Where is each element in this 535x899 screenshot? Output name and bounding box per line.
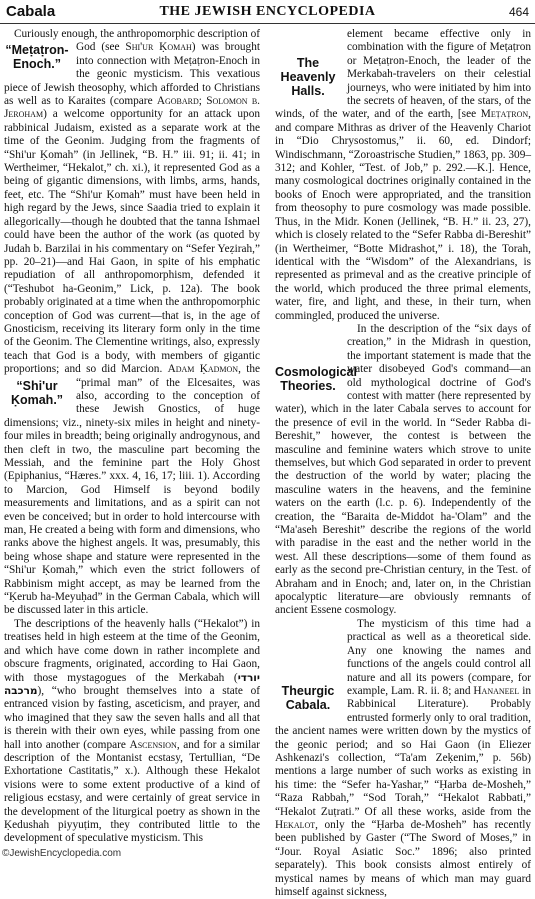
sidenote-metatron-enoch: “Meṭaṭron-Enoch.”: [5, 43, 69, 72]
cross-reference-link[interactable]: Agobard: [156, 95, 199, 108]
paragraph-theurgic: Theurgic Cabala. The mysticism of this time had a practical as well as a theoretical side. Any one knowing the names and functions of the angels could control all nature and all its powers (compare, for example, Lam. R. ii. 8; and Hananeel in Rabbinical Literature). Probably entrusted formerly only to oral tradition, the ancient names were written down by the mystics of the geonic period; and so Hai Gaon (in Eliezer Ashkenazi's collection, “Ta'am Zeḳenim,” p. 56b) mentions a large number of such works as existing in his time: the “Sefer ha-Yashar,” “Ḥarba de-Mosheh,” “Raza Rabbah,” “Sod Torah,” “Hekalot Rabbati,” “Hekalot Zuṭrati.” Of all these works, aside from the Hekalot, only the “Ḥarba de-Mosheh” has recently been published by Gaster (“The Sword of Moses,” in “Jour. Royal Asiatic Soc.” 1896; also printed separately). This book consists almost entirely of mystical names by means of which man may guard himself against sickness,: [275, 617, 531, 898]
paragraph-cosmology: Cosmological Theories. In the description of the “six days of creation,” in the Midrash in question, the important statement is made that the water disobeyed God's command—an old mythological doctrine of God's contest with matter (here represented by water), which in the later Cabala serves to account for the presence of evil in the world. In “Seder Rabba di-Bereshit,” however, the contest is between the masculine and feminine waters which strove to unite themselves, but which God separated in order to prevent the destruction of the world by water; placing the masculine waters in the heavens, and the feminine waters on the earth (l.c. p. 6). Independently of the creation, the “Baraita de-Middot ha-'Olam” and the “Ma'aseh Bereshit” describe the regions of the world with paradise in the east and the nether world in the west. All these descriptions—some of them found as early as the second pre-Christian century, in the Test. of Abraham and in Enoch; and, later on, in the Christian apocalyptic literature—are obviously remnants of ancient Essene cosmology.: [275, 322, 531, 617]
right-column: [275, 28, 531, 898]
header-topic: Cabala: [6, 3, 56, 20]
sidenote-shiur-komah: “Shi'ur Ḳomah.”: [10, 378, 64, 407]
cross-reference-link[interactable]: Ascension: [129, 738, 177, 751]
paragraph-heavenly-halls: The descriptions of the heavenly halls (“Hekalot”) in treatises held in high esteem at the time of the Geonim, and which have come down in rather incomplete and obscure fragments, originated, according to Hai Gaon, with those mystagogues of the Merkabah (יורדי מרכבה), “who brought themselves into a state of entranced vision by fasting, asceticism, and prayer, and who imagined that they saw the seven halls and all that is therein with their own eyes, while passing from one hall into another (compare Ascension, and for a similar description of the Montanist ecstasy, Tertullian, “De Exhortatione Castitatis,” x.). Although these Hekalot visions were to some extent productive of a kind of religious ecstasy, and were certainly of great service in the development of the liturgical poetry as shown in the Ḳedushah piyyuṭim, they contributed little to the development of speculative mysticism. This: [4, 617, 260, 845]
cross-reference-link[interactable]: Meṭaṭron: [480, 108, 529, 121]
copyright-footer: ©JewishEncyclopedia.com: [2, 848, 122, 859]
cross-reference-link[interactable]: Solomon b. Jeroham: [4, 95, 260, 121]
page-header: [0, 0, 535, 24]
cross-reference-link[interactable]: Adam Ḳadmon: [167, 363, 239, 376]
hebrew-text: יורדי מרכבה: [4, 671, 260, 697]
left-column: [4, 28, 260, 844]
cross-reference-link[interactable]: Hananeel: [473, 684, 520, 697]
sidenote-cosmological-theories: Cosmological Theories.: [275, 364, 357, 393]
sidenote-heavenly-halls: The Heavenly Halls.: [280, 56, 336, 98]
paragraph-shiur-komah: Curiously enough, the anthropomorphic description of God (see Shi'ur Ḳomah “Meṭaṭron-Enoch.” ) was brought into connection with Meṭaṭron-Enoch in the geonic mysticism. This vexatious piece of Jewish theosophy, which afforded to Christians as well as to Karaites (compare Agobard; Solomon b. Jeroham) a welcome opportunity for an attack upon rabbinical Judaism, existed as a separate work at the time of the Geonim. Judging from the fragments of “Shi'ur Ḳomah” (in Jellinek, “B. H.” iii. 91; ii. 41; in Wertheimer, “Hekalot,” ch. xi.), it represented God as a being of gigantic dimensions, with limbs, arms, hands, feet, etc. The “Shi'ur Ḳomah” must have been held in high regard by the Jews, since Saadia tried to explain it allegorically—though he doubted that the tanna Ishmael could have been the author of the work (as quoted by Judah b. Barzilai in his commentary on “Sefer Yeẓirah,” pp. 20–21)—and Hai Gaon, in spite of his emphatic repudiation of all anthropomorphism, defended it (“Teshubot ha-Geonim,” Lick, p. 12a). The book probably originated at a time when the anthropomorphic conception of God was current—that is, in the age of Gnosticism, receiving its literary form only in the time of the Geonim. The Clementine writings, also, expressly teach that God is a body, with members of gigantic proportions; and so did Marcion. Adam Ḳadmon “Shi'ur Ḳomah.” , the “primal man” of the Elcesaites, was also, according to the conception of these Jewish Gnostics, of huge dimensions; viz., ninety-six miles in height and ninety-four miles in breadth; being originally androgynous, and then cleft in two, the masculine part becoming the Messiah, and the feminine part the Holy Ghost (Epiphanius, “Hæres.” xxx. 4, 16, 17; liii. 1). According to Marcion, God Himself is beyond bodily measurements and limitations, and as a spirit can not even be conceived; but in order to hold intercourse with man, He created a being with form and dimensions, who ranks above the highest angels. It was, presumably, this being whose shape and stature were represented in the “Shi'ur Ḳomah,” which even the strict followers of Rabbinism might accept, as may be learned from the “Ḳerub ha-Meyuḥad” in the German Cabala, which will be discussed later in this article.: [4, 28, 260, 617]
cross-reference-link[interactable]: Shi'ur Ḳomah: [125, 41, 192, 54]
sidenote-theurgic-cabala: Theurgic Cabala.: [281, 683, 335, 712]
cross-reference-link[interactable]: Hekalot: [275, 818, 316, 831]
header-title: THE JEWISH ENCYCLOPEDIA: [159, 4, 376, 19]
header-page-number: 464: [508, 5, 529, 19]
paragraph-metatron: The Heavenly Halls. element became effective only in combination with the figure of Meṭaṭron or Meṭaṭron-Enoch, the leader of the Merkabah-travelers on their celestial journeys, who were initiated by him into the secrets of heaven, of the stars, of the winds, of the water, and of the earth, [see Meṭaṭron, and compare Mithras as driver of the Heavenly Chariot in “Dio Chrysostomus,” ii. 60, ed. Dindorf; Windischmann, “Zoroastrische Studien,” 1863, pp. 309–312; and Kohler, “Test. of Job,” p. 292.—K.]. Hence, many cosmological doctrines originally contained in the books of Enoch were appropriated, and the transition from theosophy to pure cosmology was made possible. Thus, in the Midr. Konen (Jellinek, “B. H.” ii. 23, 27), which is closely related to the “Sefer Rabba di-Bereshit” (in Wertheimer, “Botte Midrashot,” i. 18), the Torah, identical with the “Wisdom” of the Alexandrians, is represented as primeval and as the creative principle of the world, which produced the three primal elements, water, fire, and light, and these, in their turn, when commingled, produced the universe.: [275, 28, 531, 322]
